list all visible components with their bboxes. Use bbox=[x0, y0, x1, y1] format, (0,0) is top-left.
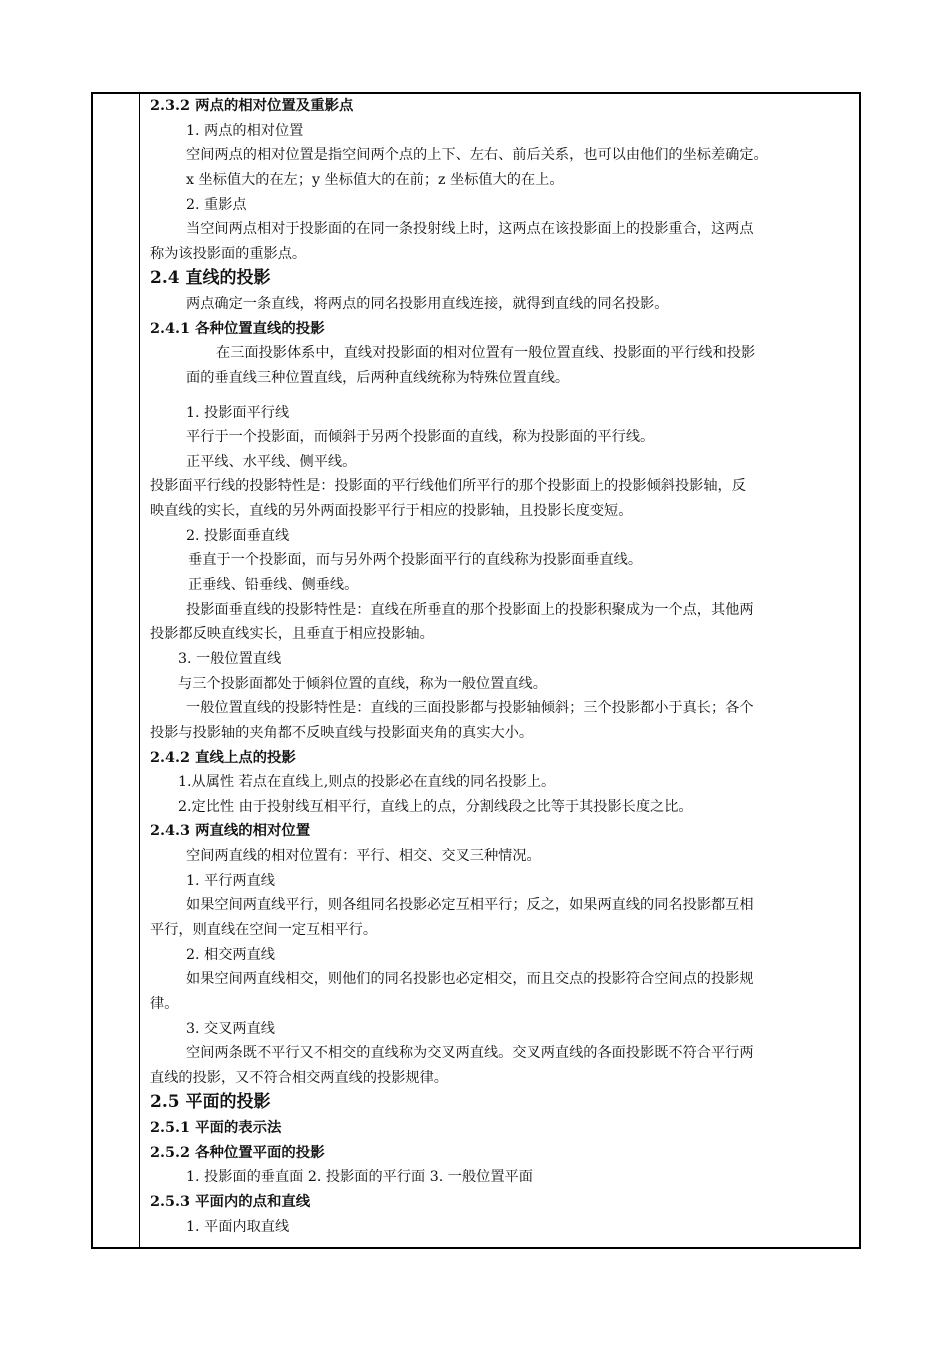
chapter-heading: 2.5 平面的投影 bbox=[150, 1092, 271, 1113]
paragraph-line: 在三面投影体系中，直线对投影面的相对位置有一般位置直线、投影面的平行线和投影 bbox=[216, 345, 756, 362]
section-heading: 2.4.1 各种位置直线的投影 bbox=[150, 319, 325, 337]
paragraph-line: 空间两条既不平行又不相交的直线称为交叉两直线。交叉两直线的各面投影既不符合平行两 bbox=[186, 1045, 754, 1062]
subheading: 1. 两点的相对位置 bbox=[186, 122, 304, 139]
paragraph-line: 称为该投影面的重影点。 bbox=[150, 245, 307, 262]
chapter-heading: 2.4 直线的投影 bbox=[150, 268, 271, 289]
paragraph-line: 垂直于一个投影面，而与另外两个投影面平行的直线称为投影面垂直线。 bbox=[188, 552, 643, 569]
subheading: 2. 投影面垂直线 bbox=[186, 527, 290, 544]
subheading: 2. 相交两直线 bbox=[186, 946, 275, 963]
paragraph-line: 空间两点的相对位置是指空间两个点的上下、左右、前后关系，也可以由他们的坐标差确定。 bbox=[186, 147, 768, 164]
paragraph-line: 空间两直线的相对位置有：平行、相交、交叉三种情况。 bbox=[186, 848, 541, 865]
paragraph-line: 与三个投影面都处于倾斜位置的直线，称为一般位置直线。 bbox=[178, 675, 547, 692]
subheading: 2. 重影点 bbox=[186, 196, 247, 213]
paragraph-line: 投影面垂直线的投影特性是：直线在所垂直的那个投影面上的投影积聚成为一个点，其他两 bbox=[186, 601, 754, 618]
subheading: 1. 平行两直线 bbox=[186, 872, 275, 889]
paragraph-line: 1. 投影面的垂直面 2. 投影面的平行面 3. 一般位置平面 bbox=[186, 1169, 533, 1186]
paragraph-line: 映直线的实长，直线的另外两面投影平行于相应的投影轴，且投影长度变短。 bbox=[150, 503, 633, 520]
paragraph-line: 当空间两点相对于投影面的在同一条投射线上时，这两点在该投影面上的投影重合，这两点 bbox=[186, 221, 754, 238]
paragraph-line: 投影都反映直线实长，且垂直于相应投影轴。 bbox=[150, 626, 434, 643]
paragraph-line: x 坐标值大的在左；y 坐标值大的在前；z 坐标值大的在上。 bbox=[186, 171, 564, 188]
paragraph-line: 正垂线、铅垂线、侧垂线。 bbox=[188, 577, 359, 594]
spacer bbox=[150, 391, 858, 401]
paragraph-line: 2.定比性 由于投射线互相平行，直线上的点，分割线段之比等于其投影长度之比。 bbox=[178, 798, 693, 815]
section-heading: 2.5.1 平面的表示法 bbox=[150, 1118, 282, 1136]
subheading: 1. 平面内取直线 bbox=[186, 1218, 290, 1235]
paragraph-line: 平行，则直线在空间一定互相平行。 bbox=[150, 922, 378, 938]
content-cell bbox=[150, 94, 858, 1239]
left-column-divider bbox=[139, 94, 140, 1247]
section-heading: 2.3.2 两点的相对位置及重影点 bbox=[150, 97, 354, 114]
paragraph-line: 律。 bbox=[150, 995, 179, 1012]
paragraph-line: 面的垂直线三种位置直线，后两种直线统称为特殊位置直线。 bbox=[186, 369, 570, 386]
section-heading: 2.4.3 两直线的相对位置 bbox=[150, 822, 311, 840]
paragraph-line: 一般位置直线的投影特性是：直线的三面投影都与投影轴倾斜；三个投影都小于真长；各个 bbox=[186, 700, 754, 717]
section-heading: 2.4.2 直线上点的投影 bbox=[150, 748, 296, 766]
paragraph-line: 如果空间两直线相交，则他们的同名投影也必定相交，而且交点的投影符合空间点的投影规 bbox=[186, 971, 754, 988]
section-heading: 2.5.2 各种位置平面的投影 bbox=[150, 1143, 325, 1161]
subheading: 3. 一般位置直线 bbox=[178, 650, 282, 667]
paragraph-line: 两点确定一条直线，将两点的同名投影用直线连接，就得到直线的同名投影。 bbox=[186, 295, 669, 312]
paragraph-line: 平行于一个投影面，而倾斜于另两个投影面的直线，称为投影面的平行线。 bbox=[186, 429, 655, 446]
paragraph-line: 投影与投影轴的夹角都不反映直线与投影面夹角的真实大小。 bbox=[150, 724, 534, 741]
paragraph-line: 如果空间两直线平行，则各组同名投影必定互相平行；反之，如果两直线的同名投影都互相 bbox=[186, 897, 754, 914]
paragraph-line: 投影面平行线的投影特性是：投影面的平行线他们所平行的那个投影面上的投影倾斜投影轴，反 bbox=[150, 478, 746, 495]
paragraph-line: 正平线、水平线、侧平线。 bbox=[186, 453, 357, 470]
paragraph-line: 1.从属性 若点在直线上,则点的投影必在直线的同名投影上。 bbox=[178, 774, 556, 791]
subheading: 3. 交叉两直线 bbox=[186, 1020, 275, 1037]
subheading: 1. 投影面平行线 bbox=[186, 404, 290, 421]
paragraph-line: 直线的投影，又不符合相交两直线的投影规律。 bbox=[150, 1069, 448, 1086]
section-heading: 2.5.3 平面内的点和直线 bbox=[150, 1192, 311, 1210]
